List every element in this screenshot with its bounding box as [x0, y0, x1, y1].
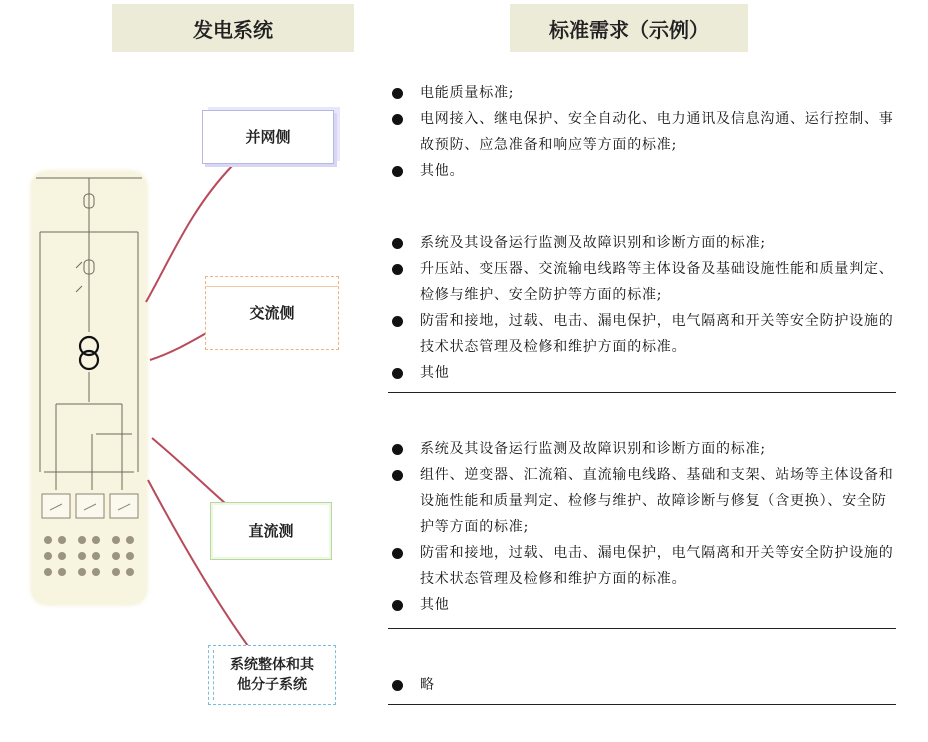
category-system-overall	[208, 645, 336, 705]
list-item: 电网接入、继电保护、安全自动化、电力通讯及信息沟通、运行控制、事故预防、应急准备和响应等方面的标准;	[392, 106, 898, 158]
list-item: 防雷和接地，过载、电击、漏电保护，电气隔离和开关等安全防护设施的技术状态管理及检修和维护方面的标准。	[392, 308, 898, 360]
standards-system	[392, 672, 898, 698]
list-item: 略	[392, 672, 898, 698]
bullet-dot-icon	[392, 264, 403, 275]
divider-system	[388, 704, 896, 705]
list-item: 组件、逆变器、汇流箱、直流输电线路、基础和支架、站场等主体设备和设施性能和质量判定、检修与维护、故障诊断与修复（含更换）、安全防护等方面的标准;	[392, 462, 898, 540]
bullet-dot-icon	[392, 238, 403, 249]
standards-grid	[392, 80, 898, 184]
divider-dc	[388, 628, 896, 629]
category-system-line1: 系统整体和其	[230, 657, 314, 673]
bullet-dot-icon	[392, 470, 403, 481]
category-grid-side: 并网侧	[202, 110, 334, 164]
bullet-dot-icon	[392, 368, 403, 379]
divider-ac	[388, 392, 896, 393]
bullet-dot-icon	[392, 88, 403, 99]
bullet-dot-icon	[392, 114, 403, 125]
bullet-dot-icon	[392, 166, 403, 177]
list-item: 系统及其设备运行监测及故障识别和诊断方面的标准;	[392, 230, 898, 256]
category-ac-side: 交流侧	[205, 276, 339, 350]
list-item: 防雷和接地，过载、电击、漏电保护，电气隔离和开关等安全防护设施的技术状态管理及检修和维护方面的标准。	[392, 540, 898, 592]
header-power-system: 发电系统	[112, 4, 354, 52]
category-system-line2: 他分子系统	[237, 677, 307, 693]
bullet-dot-icon	[392, 680, 403, 691]
list-item: 其他。	[392, 158, 898, 184]
list-item: 其他	[392, 360, 898, 386]
bullet-dot-icon	[392, 444, 403, 455]
list-item: 升压站、变压器、交流输电线路等主体设备及基础设施性能和质量判定、检修与维护、安全防护等方面的标准;	[392, 256, 898, 308]
bullet-dot-icon	[392, 316, 403, 327]
list-item: 系统及其设备运行监测及故障识别和诊断方面的标准;	[392, 436, 898, 462]
header-standard-requirements: 标准需求（示例）	[510, 4, 748, 52]
bullet-dot-icon	[392, 600, 403, 611]
list-item: 电能质量标准;	[392, 80, 898, 106]
standards-ac	[392, 230, 898, 386]
list-item: 其他	[392, 592, 898, 618]
category-dc-side: 直流测	[210, 502, 332, 560]
standards-dc	[392, 436, 898, 618]
bullet-dot-icon	[392, 548, 403, 559]
